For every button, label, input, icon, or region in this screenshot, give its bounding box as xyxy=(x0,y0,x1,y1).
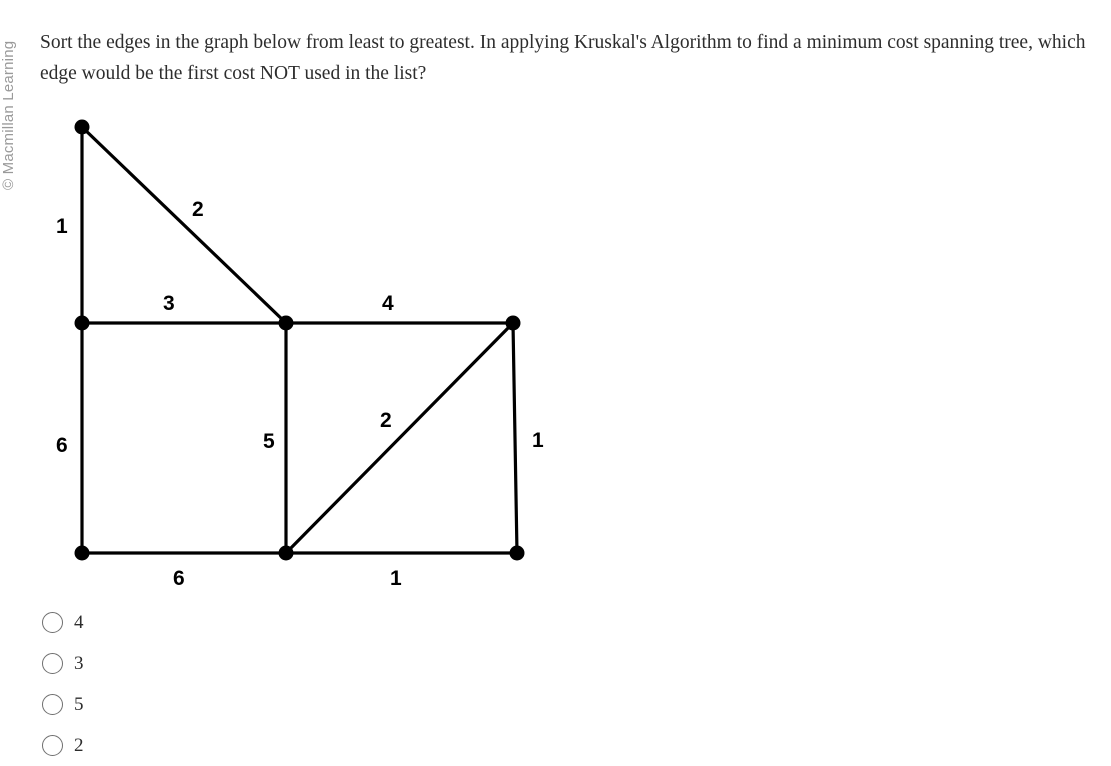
answer-options xyxy=(42,602,84,766)
vertex-center xyxy=(279,316,294,331)
weight-bottom-left-horizontal: 6 xyxy=(173,567,185,590)
edge-right-diagonal xyxy=(286,323,513,553)
watermark-text: © Macmillan Learning xyxy=(0,40,17,190)
weight-top-left-vertical: 1 xyxy=(56,215,68,238)
weight-bottom-right-horizontal: 1 xyxy=(390,567,402,590)
vertex-bottom-left xyxy=(75,546,90,561)
option-label: 4 xyxy=(74,611,84,633)
weight-right-diagonal: 2 xyxy=(380,409,392,432)
option-3[interactable] xyxy=(42,643,84,684)
option-label: 2 xyxy=(74,734,84,756)
radio-button[interactable] xyxy=(42,694,63,715)
option-label: 5 xyxy=(74,693,84,715)
option-label: 3 xyxy=(74,652,84,674)
weight-middle-right-horizontal: 4 xyxy=(382,292,394,315)
vertex-bottom-center xyxy=(279,546,294,561)
question-text: Sort the edges in the graph below from least to greatest. In applying Kruskal's Algorithm to find a minimum cost spanning tree, which edge would be the first cost NOT used in the list? xyxy=(40,32,1086,84)
vertex-top xyxy=(75,120,90,135)
radio-button[interactable] xyxy=(42,735,63,756)
option-5[interactable] xyxy=(42,684,84,725)
weight-top-diagonal: 2 xyxy=(192,198,204,221)
edge-top-diagonal xyxy=(82,127,286,323)
edge-right-vertical xyxy=(513,323,517,553)
weight-middle-left-horizontal: 3 xyxy=(163,292,175,315)
radio-button[interactable] xyxy=(42,653,63,674)
weight-right-vertical: 1 xyxy=(532,429,544,452)
option-4[interactable] xyxy=(42,602,84,643)
vertex-bottom-right xyxy=(510,546,525,561)
radio-button[interactable] xyxy=(42,612,63,633)
weight-left-vertical: 6 xyxy=(56,434,68,457)
vertex-middle-left xyxy=(75,316,90,331)
vertex-middle-right xyxy=(506,316,521,331)
weight-center-vertical: 5 xyxy=(263,430,275,453)
